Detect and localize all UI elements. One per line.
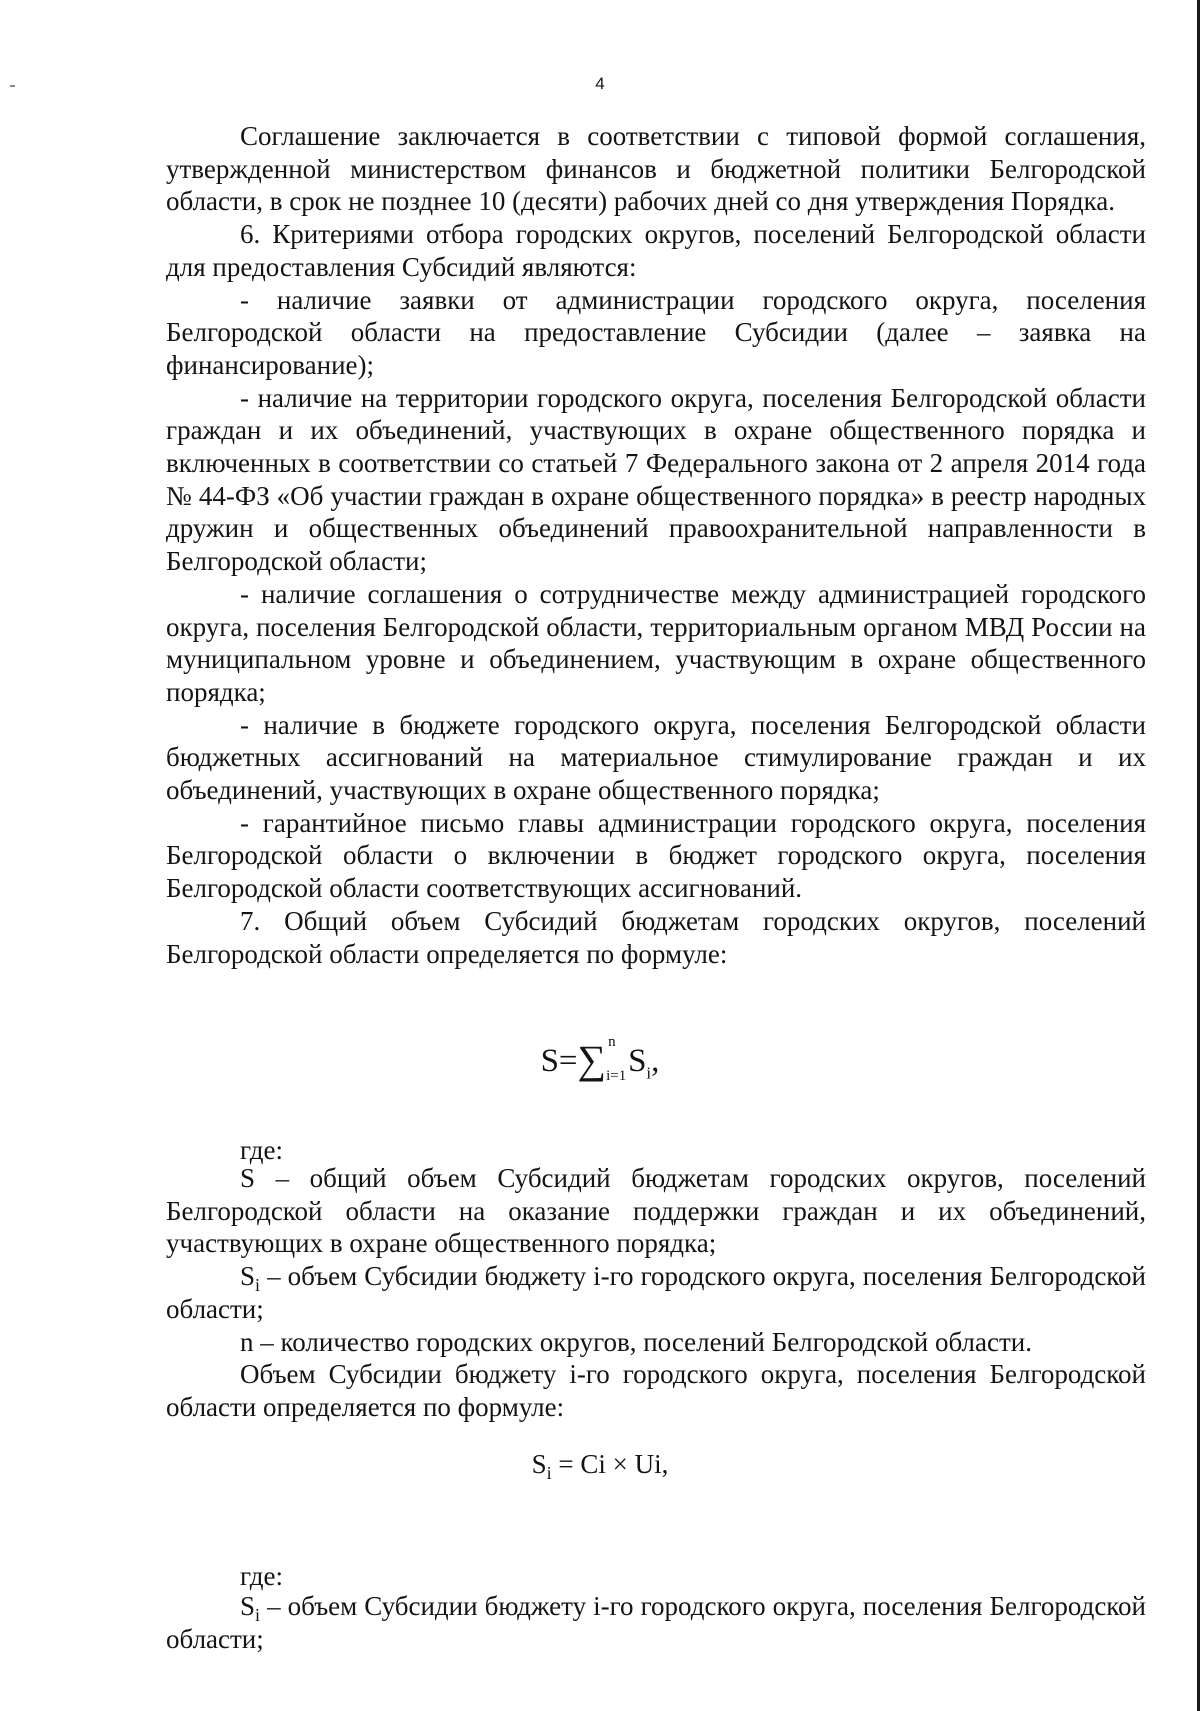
si-symbol: S: [240, 1591, 256, 1621]
paragraph: - наличие соглашения о сотрудничестве между администрацией городского округа, поселения Белгородской области, территориальным органом МВД России на муниципальном уровне и объединением, участвующим в охране общественного порядка;: [166, 578, 1146, 707]
definition: n – количество городских округов, поселений Белгородской области.: [240, 1326, 1032, 1357]
formula-term: S: [628, 1043, 647, 1079]
paragraph: Соглашение заключается в соответствии с типовой формой соглашения, утвержденной министерством финансов и бюджетной политики Белгородской области, в срок не позднее 10 (десяти) рабочих дней со дня утверждения Порядка.: [166, 121, 1146, 217]
paragraph: - наличие заявки от администрации городского округа, поселения Белгородской области на предоставление Субсидии (далее – заявка на финансирование);: [166, 284, 1146, 380]
paragraph: 7. Общий объем Субсидий бюджетам городских округов, поселений Белгородской области определяется по формуле:: [166, 905, 1146, 969]
sum-symbol: ∑: [577, 1037, 607, 1082]
definition: [166, 1260, 1146, 1325]
si-symbol: S: [240, 1261, 256, 1292]
paragraph: - наличие в бюджете городского округа, поселения Белгородской области бюджетных ассигнований на материальное стимулирование граждан и их объединений, участвующих в охране общественного порядка;: [166, 709, 1146, 806]
sum-lower-limit: i=1: [606, 1068, 627, 1084]
sum-limits: [606, 1034, 628, 1084]
formula-tail: ,: [651, 1043, 660, 1079]
definitions-block: [166, 1162, 1146, 1424]
main-text-block: [166, 120, 1146, 970]
paragraph: - наличие на территории городского округа, поселения Белгородской области граждан и их объединений, участвующих в охране общественного порядка и включенных в соответствии со статьей 7 Федерального закона от 2 апреля 2014 года № 44-ФЗ «Об участии граждан в охране общественного порядка» в реестр народных дружин и общественных объединений правоохранительной направленности в Белгородской области;: [166, 382, 1146, 577]
formula-lhs-subscript: i: [546, 1463, 552, 1483]
formula-lhs: S=: [540, 1043, 578, 1079]
formula-lhs: S: [531, 1449, 547, 1479]
paragraph: Объем Субсидии бюджету i-го городского округа, поселения Белгородской области определяется по формуле:: [166, 1359, 1146, 1422]
formula-subsidy-i: [0, 1448, 1200, 1483]
definition: [166, 1590, 1146, 1655]
where-label: где:: [240, 1561, 283, 1591]
definition-text: – объем Субсидии бюджету i-го городского округа, поселения Белгородской области;: [166, 1261, 1146, 1324]
where-label: где:: [240, 1135, 283, 1165]
paragraph: 6. Критериями отбора городских округов, поселений Белгородской области для предоставления Субсидий являются:: [166, 219, 1146, 282]
definition-text: – объем Субсидии бюджету i-го городского округа, поселения Белгородской области;: [166, 1591, 1146, 1654]
definition: S – общий объем Субсидий бюджетам городских округов, поселений Белгородской области на оказание поддержки граждан и их объединений, участвующих в охране общественного порядка;: [166, 1163, 1146, 1259]
formula-rhs: = Ci × Ui,: [551, 1449, 669, 1479]
formula-term-subscript: i: [646, 1063, 652, 1083]
sum-upper-limit: n: [608, 1034, 616, 1050]
definitions-block: [166, 1590, 1146, 1655]
page-number: 4: [595, 74, 605, 93]
formula-total-subsidy: [0, 1034, 1200, 1094]
paragraph: - гарантийное письмо главы администрации городского округа, поселения Белгородской области о включении в бюджет городского округа, поселения Белгородской области соответствующих ассигнований.: [166, 807, 1146, 904]
si-subscript: i: [255, 1275, 261, 1296]
si-subscript: i: [255, 1605, 261, 1625]
